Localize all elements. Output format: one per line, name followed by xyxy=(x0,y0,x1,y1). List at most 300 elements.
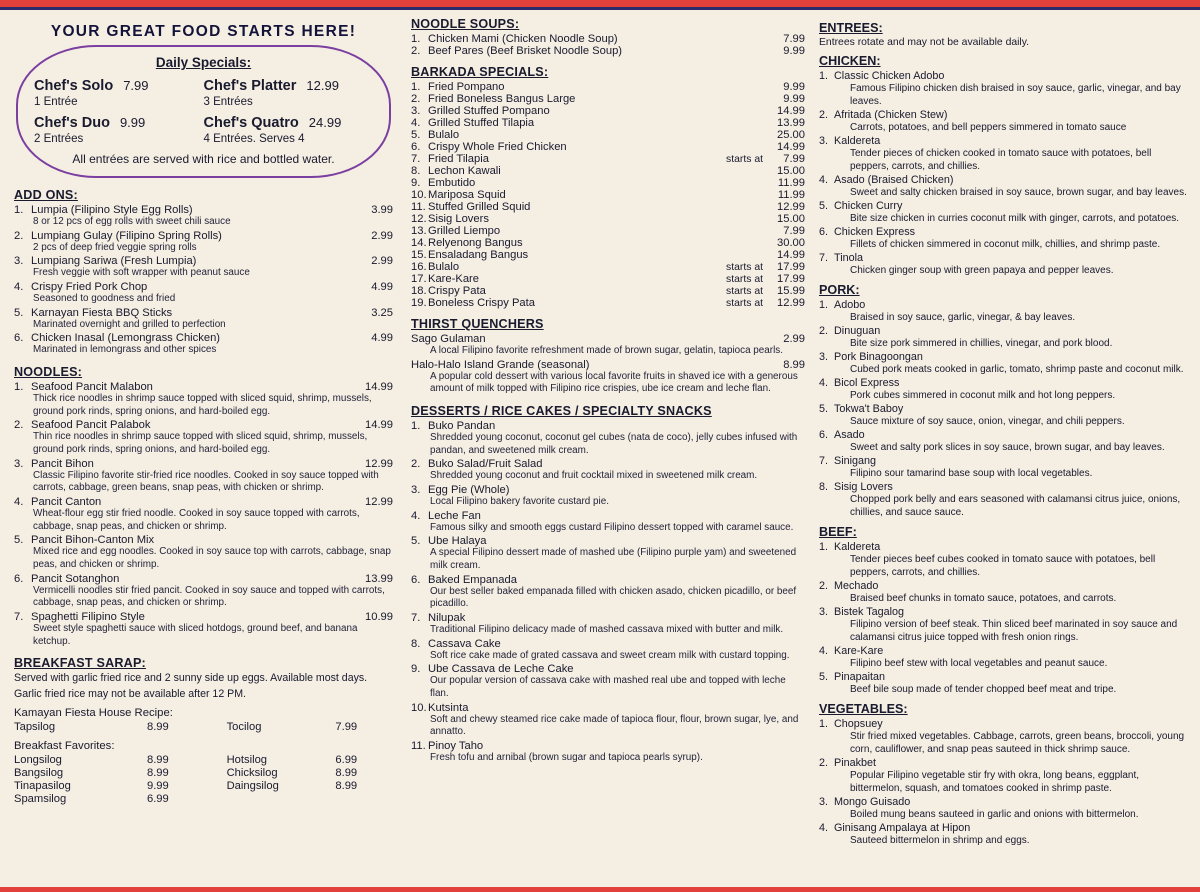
special-chefs-solo xyxy=(34,78,204,94)
item-number: 2. xyxy=(411,45,421,57)
item-name: Chicksilog xyxy=(226,766,278,779)
item-number: 7. xyxy=(411,153,421,165)
menu-item xyxy=(819,351,1192,363)
item-name: Ube Halaya xyxy=(428,535,487,548)
item-name: Tocilog xyxy=(226,720,262,733)
item-description: Chicken ginger soup with green papaya and pepper leaves. xyxy=(850,265,1114,276)
section-title-pork: PORK: xyxy=(819,283,860,297)
item-name: Asado (Braised Chicken) xyxy=(834,174,954,186)
specials-subrow xyxy=(34,96,373,108)
item-name: Embutido xyxy=(428,177,476,189)
item-description: Soft and chewy steamed rice cake made of tapioca flour, flour, brown sugar, lye, and annatto. xyxy=(430,713,799,738)
menu-item xyxy=(819,325,1192,337)
item-price: 8.99 xyxy=(783,358,805,371)
menu-item xyxy=(411,612,805,637)
item-name: Bulalo xyxy=(428,261,460,273)
item-number: 4. xyxy=(411,117,421,129)
special-price: 24.99 xyxy=(308,115,342,130)
menu-item xyxy=(819,580,1192,592)
item-name: Hotsilog xyxy=(226,753,268,766)
menu-item xyxy=(819,429,1192,441)
item-number: 2. xyxy=(14,229,24,242)
item-number: 5. xyxy=(14,306,24,319)
item-name: Crispy Whole Fried Chicken xyxy=(428,141,567,153)
item-name: Seafood Pancit Palabok xyxy=(31,419,151,432)
item-name: Sisig Lovers xyxy=(428,213,489,225)
item-description: A special Filipino dessert made of mashed ube (Filipino purple yam) and sweetened milk cream. xyxy=(430,547,797,572)
item-name: Stuffed Grilled Squid xyxy=(428,201,531,213)
chicken-list xyxy=(819,70,1192,277)
menu-item xyxy=(819,70,1192,82)
menu-item xyxy=(819,135,1192,147)
item-name: Boneless Crispy Pata xyxy=(428,297,535,309)
item-description: Sauce mixture of soy sauce, onion, vinegar, and chili peppers. xyxy=(850,416,1125,427)
item-starts-at: starts at xyxy=(726,262,763,273)
item-price: 12.99 xyxy=(365,496,393,509)
item-name: Relyenong Bangus xyxy=(428,237,523,249)
menu-item xyxy=(14,458,393,495)
item-description: Braised in soy sauce, garlic, vinegar, & bay leaves. xyxy=(850,312,1076,323)
menu-item xyxy=(14,381,393,418)
special-name: Chef's Duo xyxy=(34,115,110,131)
item-name: Sisig Lovers xyxy=(834,481,893,493)
item-number: 4. xyxy=(14,496,24,509)
special-price: 7.99 xyxy=(123,78,149,93)
special-name: Chef's Solo xyxy=(34,78,114,94)
menu-item xyxy=(819,671,1192,683)
special-price: 12.99 xyxy=(306,78,339,93)
item-number: 1. xyxy=(819,70,829,82)
item-number: 6. xyxy=(14,572,24,585)
menu-item xyxy=(819,252,1192,264)
item-price: 15.00 xyxy=(777,213,805,225)
menu-item xyxy=(411,333,805,358)
table-row xyxy=(14,721,393,734)
section-title-add-ons: ADD ONS: xyxy=(14,188,78,202)
item-name: Kare-Kare xyxy=(834,645,884,657)
special-price: 9.99 xyxy=(119,115,146,130)
item-name: Grilled Stuffed Pompano xyxy=(428,105,550,117)
item-description: Cubed pork meats cooked in garlic, tomato, shrimp paste and coconut milk. xyxy=(850,364,1184,375)
item-name: Chicken Inasal (Lemongrass Chicken) xyxy=(31,332,221,345)
item-price: 17.99 xyxy=(777,273,805,285)
menu-item xyxy=(819,757,1192,769)
item-name: Leche Fan xyxy=(428,509,481,522)
item-number: 10. xyxy=(411,701,427,714)
menu-item xyxy=(411,189,805,201)
item-name: Mariposa Squid xyxy=(428,189,506,201)
specials-row xyxy=(34,115,373,131)
item-description: Famous Filipino chicken dish braised in soy sauce, garlic, vinegar, and bay leaves. xyxy=(850,83,1181,107)
item-name: Pancit Bihon-Canton Mix xyxy=(31,534,155,547)
table-row xyxy=(14,780,393,793)
item-number: 8. xyxy=(819,481,829,493)
item-description: Braised beef chunks in tomato sauce, potatoes, and carrots. xyxy=(850,593,1117,604)
item-name: Crispy Fried Pork Chop xyxy=(31,281,148,294)
item-number: 14. xyxy=(411,237,427,249)
item-number: 4. xyxy=(14,281,24,294)
noodles-list xyxy=(14,381,393,648)
item-price: 14.99 xyxy=(365,381,393,394)
page-title: YOUR GREAT FOOD STARTS HERE! xyxy=(50,23,357,40)
special-sub: 1 Entrée xyxy=(34,96,78,108)
menu-item xyxy=(411,740,805,765)
menu-item xyxy=(411,535,805,572)
item-price: 14.99 xyxy=(777,105,805,117)
item-number: 5. xyxy=(819,200,829,212)
daily-specials-box xyxy=(16,45,391,178)
item-name: Lumpiang Sariwa (Fresh Lumpia) xyxy=(31,255,197,268)
menu-item xyxy=(411,249,805,261)
item-price: 25.00 xyxy=(777,129,805,141)
item-name: Sinigang xyxy=(834,455,877,467)
item-description: Traditional Filipino delicacy made of mashed cassava mixed with butter and milk. xyxy=(430,624,784,636)
item-name: Asado xyxy=(834,429,865,441)
item-description: Popular Filipino vegetable stir fry with okra, long beans, eggplant, bittermelon, squash, and tomatoes cooked in shrimp paste. xyxy=(850,770,1140,794)
item-description: Soft rice cake made of grated cassava and sweet cream milk with custard topping. xyxy=(430,649,790,661)
item-price: 7.99 xyxy=(783,153,805,165)
item-price: 10.99 xyxy=(365,611,393,624)
item-description: Chopped pork belly and ears seasoned with calamansi citrus juice, onions, chillies, and sauce sauce. xyxy=(850,494,1181,518)
item-number: 11. xyxy=(411,201,426,213)
item-description: Local Filipino bakery favorite custard pie. xyxy=(430,496,609,508)
item-number: 3. xyxy=(819,606,829,618)
menu-item xyxy=(819,645,1192,657)
item-number: 5. xyxy=(14,534,24,547)
item-number: 4. xyxy=(819,174,829,186)
item-name: Pork Binagoongan xyxy=(834,351,923,363)
item-description: Our best seller baked empanada filled with chicken asado, chicken picadillo, or beef picadillo. xyxy=(430,585,797,610)
item-description: Sweet and salty chicken braised in soy sauce, brown sugar, and bay leaves. xyxy=(850,187,1187,198)
menu-item xyxy=(411,117,805,129)
section-title-noodles: NOODLES: xyxy=(14,365,83,380)
section-title-noodle-soups: NOODLE SOUPS: xyxy=(411,17,520,31)
specials-subrow xyxy=(34,133,373,145)
item-number: 11. xyxy=(411,740,426,753)
item-number: 4. xyxy=(819,822,829,834)
item-name: Bistek Tagalog xyxy=(834,606,905,618)
item-price: 8.99 xyxy=(335,779,358,792)
item-number: 7. xyxy=(819,455,829,467)
item-name: Karnayan Fiesta BBQ Sticks xyxy=(31,306,173,319)
item-description: Pork cubes simmered in coconut milk and hot long peppers. xyxy=(850,390,1116,401)
item-name: Ube Cassava de Leche Cake xyxy=(428,663,574,676)
menu-item xyxy=(411,261,805,273)
item-description: Sweet and salty pork slices in soy sauce, brown sugar, and bay leaves. xyxy=(850,442,1165,453)
item-description: Filipino version of beef steak. Thin sliced beef marinated in soy sauce and calamansi citrus juice topped with fresh onion rings. xyxy=(850,619,1178,643)
item-name: Tinola xyxy=(834,252,864,264)
item-number: 4. xyxy=(819,645,829,657)
item-description: Filipino beef stew with local vegetables and peanut sauce. xyxy=(850,658,1108,669)
item-name: Fried Boneless Bangus Large xyxy=(428,93,576,105)
menu-item xyxy=(411,141,805,153)
menu-item xyxy=(819,377,1192,389)
section-title-entrees: ENTREES: xyxy=(819,21,883,35)
special-chefs-duo xyxy=(34,115,204,131)
item-number: 15. xyxy=(411,249,427,261)
item-description: Famous silky and smooth eggs custard Filipino dessert topped with caramel sauce. xyxy=(430,521,794,533)
item-price: 14.99 xyxy=(365,419,393,432)
item-price: 12.99 xyxy=(777,297,805,309)
item-description: Marinated overnight and grilled to perfection xyxy=(33,318,226,330)
menu-item xyxy=(819,455,1192,467)
item-number: 3. xyxy=(411,484,421,497)
item-starts-at: starts at xyxy=(726,154,763,165)
breakfast-house-table xyxy=(14,721,393,734)
menu-item xyxy=(14,307,393,332)
menu-item xyxy=(819,403,1192,415)
item-number: 3. xyxy=(411,105,421,117)
item-name: Tokwa't Baboy xyxy=(834,403,904,415)
item-number: 2. xyxy=(819,325,829,337)
entrees-note: Entrees rotate and may not be available daily. xyxy=(819,37,1030,48)
item-name: Chicken Curry xyxy=(834,200,903,212)
item-price: 11.99 xyxy=(777,177,805,189)
item-number: 3. xyxy=(14,255,24,268)
menu-item xyxy=(14,496,393,533)
item-name: Chicken Mami (Chicken Noodle Soup) xyxy=(428,33,618,45)
specials-row xyxy=(34,78,373,94)
item-name: Adobo xyxy=(834,299,866,311)
item-price: 9.99 xyxy=(146,779,169,792)
item-number: 6. xyxy=(14,332,24,345)
item-description: Our popular version of cassava cake with mashed real ube and topped with leche flan. xyxy=(430,675,786,700)
menu-item xyxy=(14,204,393,229)
menu-item xyxy=(411,45,805,57)
item-name: Pancit Sotanghon xyxy=(31,572,120,585)
item-price: 3.99 xyxy=(371,204,393,216)
item-number: 18. xyxy=(411,285,427,297)
menu-item xyxy=(411,663,805,700)
item-name: Bangsilog xyxy=(14,766,64,779)
menu-item xyxy=(411,458,805,483)
section-title-thirst-quenchers: THIRST QUENCHERS xyxy=(411,317,544,331)
specials-note: All entrées are served with rice and bottled water. xyxy=(72,152,335,166)
item-starts-at: starts at xyxy=(726,274,763,285)
item-name: Lumpia (Filipino Style Egg Rolls) xyxy=(31,204,193,216)
item-description: A local Filipino favorite refreshment made of brown sugar, gelatin, tapioca pearls. xyxy=(430,345,783,356)
item-price: 8.99 xyxy=(335,766,358,779)
menu-item xyxy=(819,718,1192,730)
menu-item xyxy=(411,105,805,117)
item-description: Stir fried mixed vegetables. Cabbage, carrots, green beans, broccoli, young corn, cauliflower, and snap peas sauteed in thick shrimp sauce. xyxy=(850,731,1185,755)
item-price: 9.99 xyxy=(783,93,805,105)
item-number: 6. xyxy=(411,141,421,153)
item-number: 19. xyxy=(411,297,427,309)
item-price xyxy=(335,793,393,806)
item-description: Fresh veggie with soft wrapper with peanut sauce xyxy=(33,267,250,279)
menu-item xyxy=(14,255,393,280)
item-price: 6.99 xyxy=(335,753,358,766)
item-price: 13.99 xyxy=(777,117,805,129)
item-name: Beef Pares (Beef Brisket Noodle Soup) xyxy=(428,45,623,57)
menu-item xyxy=(411,484,805,509)
item-description: Carrots, potatoes, and bell peppers simmered in tomato sauce xyxy=(850,122,1127,133)
item-starts-at: starts at xyxy=(726,298,763,309)
special-sub: 4 Entrées. Serves 4 xyxy=(203,133,305,145)
item-description: Marinated in lemongrass and other spices xyxy=(33,344,217,356)
item-number: 1. xyxy=(14,204,24,216)
menu-item xyxy=(411,297,805,309)
item-name: Kaldereta xyxy=(834,541,881,553)
menu-item xyxy=(411,81,805,93)
item-name: Cassava Cake xyxy=(428,637,501,650)
menu-item xyxy=(411,510,805,535)
item-description: Thin rice noodles in shrimp sauce topped with sliced squid, shrimp, mussels, ground pork rinds, spring onions, and hard-boiled egg. xyxy=(33,431,368,456)
menu-item xyxy=(411,285,805,297)
special-name: Chef's Platter xyxy=(203,78,297,94)
item-number: 2. xyxy=(14,419,24,432)
item-price: 8.99 xyxy=(146,753,169,766)
item-name: Halo-Halo Island Grande (seasonal) xyxy=(411,358,590,371)
item-name: Longsilog xyxy=(14,753,62,766)
item-number: 4. xyxy=(411,509,421,522)
item-price: 7.99 xyxy=(783,225,805,237)
menu-item xyxy=(411,129,805,141)
section-title-vegetables: VEGETABLES: xyxy=(819,702,908,716)
item-number: 3. xyxy=(819,351,829,363)
item-number: 1. xyxy=(819,541,829,553)
menu-item xyxy=(14,419,393,456)
item-name: Kaldereta xyxy=(834,135,881,147)
barkada-list xyxy=(411,81,805,309)
item-number: 8. xyxy=(411,637,421,650)
daily-specials-title: Daily Specials: xyxy=(155,55,252,70)
item-starts-at: starts at xyxy=(726,286,763,297)
item-number: 6. xyxy=(819,226,829,238)
item-number: 1. xyxy=(819,299,829,311)
item-name: Mechado xyxy=(834,580,879,592)
menu-item xyxy=(411,273,805,285)
item-number: 13. xyxy=(411,225,427,237)
menu-item xyxy=(819,541,1192,553)
menu-item xyxy=(411,213,805,225)
item-description: Bite size pork simmered in chillies, vinegar, and pork blood. xyxy=(850,338,1113,349)
menu-item xyxy=(411,201,805,213)
section-title-breakfast: BREAKFAST SARAP: xyxy=(14,656,146,671)
item-number: 7. xyxy=(819,252,829,264)
item-price: 15.99 xyxy=(777,285,805,297)
item-price: 2.99 xyxy=(371,229,393,242)
item-description: Fresh tofu and arnibal (brown sugar and tapioca pearls syrup). xyxy=(430,752,703,764)
menu-item xyxy=(819,109,1192,121)
menu-item xyxy=(819,226,1192,238)
item-price: 7.99 xyxy=(783,33,805,45)
menu-item xyxy=(411,165,805,177)
vegetables-list xyxy=(819,718,1192,847)
section-title-desserts: DESSERTS / RICE CAKES / SPECIALTY SNACKS xyxy=(411,404,712,419)
menu-item xyxy=(14,573,393,610)
menu-column-right xyxy=(815,7,1200,887)
item-name: Ensaladang Bangus xyxy=(428,249,529,261)
item-price: 4.99 xyxy=(371,281,393,294)
item-name: Baked Empanada xyxy=(428,573,517,586)
item-price: 14.99 xyxy=(777,249,805,261)
item-price: 9.99 xyxy=(783,81,805,93)
special-chefs-quatro xyxy=(204,115,374,131)
item-number: 3. xyxy=(819,796,829,808)
item-name: Pinapaitan xyxy=(834,671,886,683)
item-number: 2. xyxy=(411,93,421,105)
menu-item xyxy=(411,420,805,457)
desserts-list xyxy=(411,420,805,765)
menu-column-left xyxy=(0,7,405,887)
item-price: 8.99 xyxy=(146,766,169,779)
menu-item xyxy=(411,638,805,663)
item-number: 7. xyxy=(411,612,421,625)
menu-item xyxy=(411,153,805,165)
item-description: Beef bile soup made of tender chopped beef meat and tripe. xyxy=(850,684,1117,695)
item-price: 15.00 xyxy=(777,165,805,177)
item-number: 2. xyxy=(411,458,421,471)
item-price: 17.99 xyxy=(777,261,805,273)
item-name: Dinuguan xyxy=(834,325,881,337)
breakfast-favorites-title: Breakfast Favorites: xyxy=(14,739,115,752)
item-description: 8 or 12 pcs of egg rolls with sweet chili sauce xyxy=(33,216,231,227)
item-description: Wheat-flour egg stir fried noodle. Cooked in soy sauce topped with carrots, cabbage, snap peas, and chicken or shrimp. xyxy=(33,508,360,532)
item-number: 2. xyxy=(819,757,829,769)
item-name: Tinapasilog xyxy=(14,779,71,792)
item-name: Pancit Bihon xyxy=(31,457,94,470)
menu-item xyxy=(819,606,1192,618)
item-price: 4.99 xyxy=(371,332,393,345)
item-description: Thick rice noodles in shrimp sauce topped with sliced squid, shrimp, mussels, ground pork rinds, spring onions, and hard-boiled egg. xyxy=(33,393,372,417)
menu-item xyxy=(819,174,1192,186)
item-number: 5. xyxy=(819,671,829,683)
item-number: 8. xyxy=(411,165,421,177)
item-name: Spamsilog xyxy=(14,792,67,805)
item-name: Sago Gulaman xyxy=(411,333,486,345)
item-name xyxy=(205,793,336,806)
item-name: Fried Pompano xyxy=(428,81,505,93)
item-description: 2 pcs of deep fried veggie spring rolls xyxy=(33,241,197,253)
item-price: 3.25 xyxy=(371,306,393,319)
item-price: 7.99 xyxy=(335,720,358,733)
item-number: 6. xyxy=(411,573,421,586)
menu-item xyxy=(819,796,1192,808)
item-name: Pancit Canton xyxy=(31,496,102,509)
item-name: Egg Pie (Whole) xyxy=(428,484,510,497)
item-number: 1. xyxy=(14,381,24,394)
item-name: Lumpiang Gulay (Filipino Spring Rolls) xyxy=(31,229,222,242)
breakfast-favorites-table xyxy=(14,754,393,806)
menu-item xyxy=(411,237,805,249)
menu-item xyxy=(14,534,393,571)
table-row xyxy=(14,754,393,767)
breakfast-note-1: Served with garlic fried rice and 2 sunny side up eggs. Available most days. xyxy=(14,672,368,685)
special-sub: 3 Entrées xyxy=(203,96,253,108)
item-description: Seasoned to goodness and fried xyxy=(33,293,176,305)
item-name: Classic Chicken Adobo xyxy=(834,70,945,82)
item-name: Kare-Kare xyxy=(428,273,479,285)
item-number: 2. xyxy=(819,580,829,592)
item-price: 12.99 xyxy=(777,201,805,213)
item-price: 13.99 xyxy=(365,572,393,585)
item-name: Pinoy Taho xyxy=(428,740,484,753)
item-description: Shredded young coconut, coconut gel cubes (nata de coco), jelly cubes infused with pandan, and sweetened milk cream. xyxy=(430,432,798,456)
table-row xyxy=(14,793,393,806)
item-description: Shredded young coconut and fruit cocktail mixed in sweetened milk cream. xyxy=(430,470,758,482)
menu-columns xyxy=(0,7,1200,887)
menu-item xyxy=(14,230,393,255)
item-number: 10. xyxy=(411,189,427,201)
item-description: Sauteed bittermelon in shrimp and eggs. xyxy=(850,835,1030,846)
item-price: 30.00 xyxy=(777,237,805,249)
item-description: A popular cold dessert with various local favorite fruits in shaved ice with a generous amount of milk topped with Filipino rice crispies, ube ice cream and leche flan. xyxy=(430,370,798,395)
item-price: 14.99 xyxy=(777,141,805,153)
breakfast-note-2: Garlic fried rice may not be available after 12 PM. xyxy=(14,687,246,700)
item-name: Bicol Express xyxy=(834,377,900,389)
